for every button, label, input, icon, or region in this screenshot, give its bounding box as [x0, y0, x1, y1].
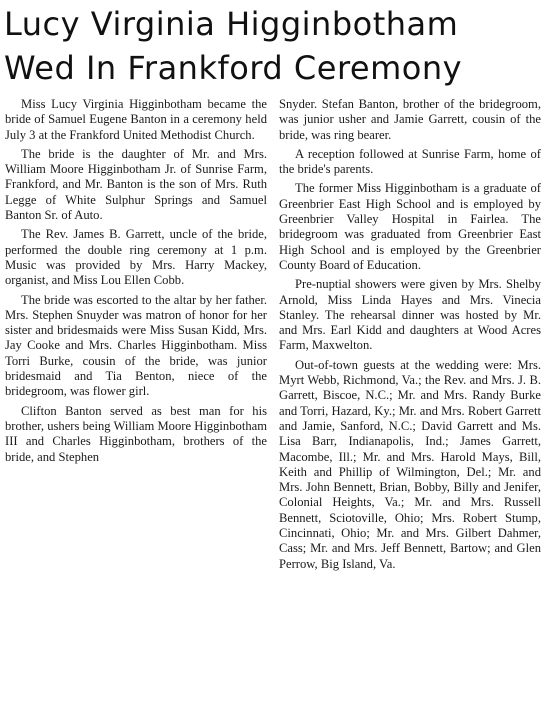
- article-paragraph: Clifton Banton served as best man for his brother, ushers being William Moore Higginbotham III and Charles Higginbotham, brothers of the bride, and Stephen: [5, 403, 267, 464]
- article-paragraph-continuation: Snyder. Stefan Banton, brother of the bridegroom, was junior usher and Jamie Garrett, cousin of the bride, was ring bearer.: [279, 97, 541, 142]
- headline: [4, 2, 544, 90]
- article-paragraph: The bride was escorted to the altar by her father. Mrs. Stephen Snuyder was matron of honor for her sister and bridesmaids were Miss Susan Kidd, Mrs. Jay Cooke and Mrs. Charles Higginbotham. Miss Torri Burke, cousin of the bride, was junior bridesmaid and Tia Benton, niece of the bridegroom, was flower girl.: [5, 292, 267, 399]
- article-column-right: [279, 97, 541, 576]
- article-paragraph: A reception followed at Sunrise Farm, home of the bride's parents.: [279, 146, 541, 177]
- article-paragraph: Pre-nuptial showers were given by Mrs. Shelby Arnold, Miss Linda Hayes and Mrs. Vinecia Stanley. The rehearsal dinner was hosted by Mr. and Mrs. Earl Kidd and daughters at Wood Acres Farm, Maxwelton.: [279, 277, 541, 353]
- article-paragraph: Out-of-town guests at the wedding were: Mrs. Myrt Webb, Richmond, Va.; the Rev. and Mrs. J. B. Garrett, Biscoe, N.C.; Mr. and Mrs. Randy Burke and Torri, Hazard, Ky.; Mr. and Mrs. Robert Garrett and Jamie, Sanford, N.C.; David Garrett and Ms. Lisa Barr, Indianapolis, Ind.; James Garrett, Macombe, Ill.; Mr. and Mrs. Harold Mays, Bill, Keith and Phillip of Wilmington, Del.; Mr. and Mrs. John Bennett, Brian, Bobby, Billy and Jenifer, Colonial Heights, Va.; Mr. and Mrs. Russell Bennett, Sciotoville, Ohio; Mrs. Robert Stump, Cincinnati, Ohio; Mr. and Mrs. Gilbert Dahmer, Cass; Mr. and Mrs. Jeff Bennett, Bartow; and Glen Perrow, Big Island, Va.: [279, 357, 541, 571]
- article-paragraph: The bride is the daughter of Mr. and Mrs. William Moore Higginbotham Jr. of Sunrise Farm, Frankford, and Mr. Banton is the son of Mrs. Ruth Legge of White Sulphur Springs and Samuel Banton Sr. of Auto.: [5, 146, 267, 223]
- headline-line-1: Lucy Virginia Higginbotham: [4, 5, 459, 43]
- article-column-left: [5, 97, 267, 469]
- article-paragraph: The Rev. James B. Garrett, uncle of the bride, performed the double ring ceremony at 1 p.m. Music was provided by Mrs. Harry Mackey, organist, and Miss Lou Ellen Cobb.: [5, 227, 267, 288]
- headline-line-2: Wed In Frankford Ceremony: [4, 49, 463, 87]
- article-paragraph: The former Miss Higginbotham is a graduate of Greenbrier East High School and is employed by Greenbrier Valley Hospital in Fairlea. The bridegroom was graduated from Greenbrier East High School and is employed by the Greenbrier County Board of Education.: [279, 181, 541, 272]
- article-paragraph: Miss Lucy Virginia Higginbotham became the bride of Samuel Eugene Banton in a ceremony held July 3 at the Frankford United Methodist Church.: [5, 97, 267, 142]
